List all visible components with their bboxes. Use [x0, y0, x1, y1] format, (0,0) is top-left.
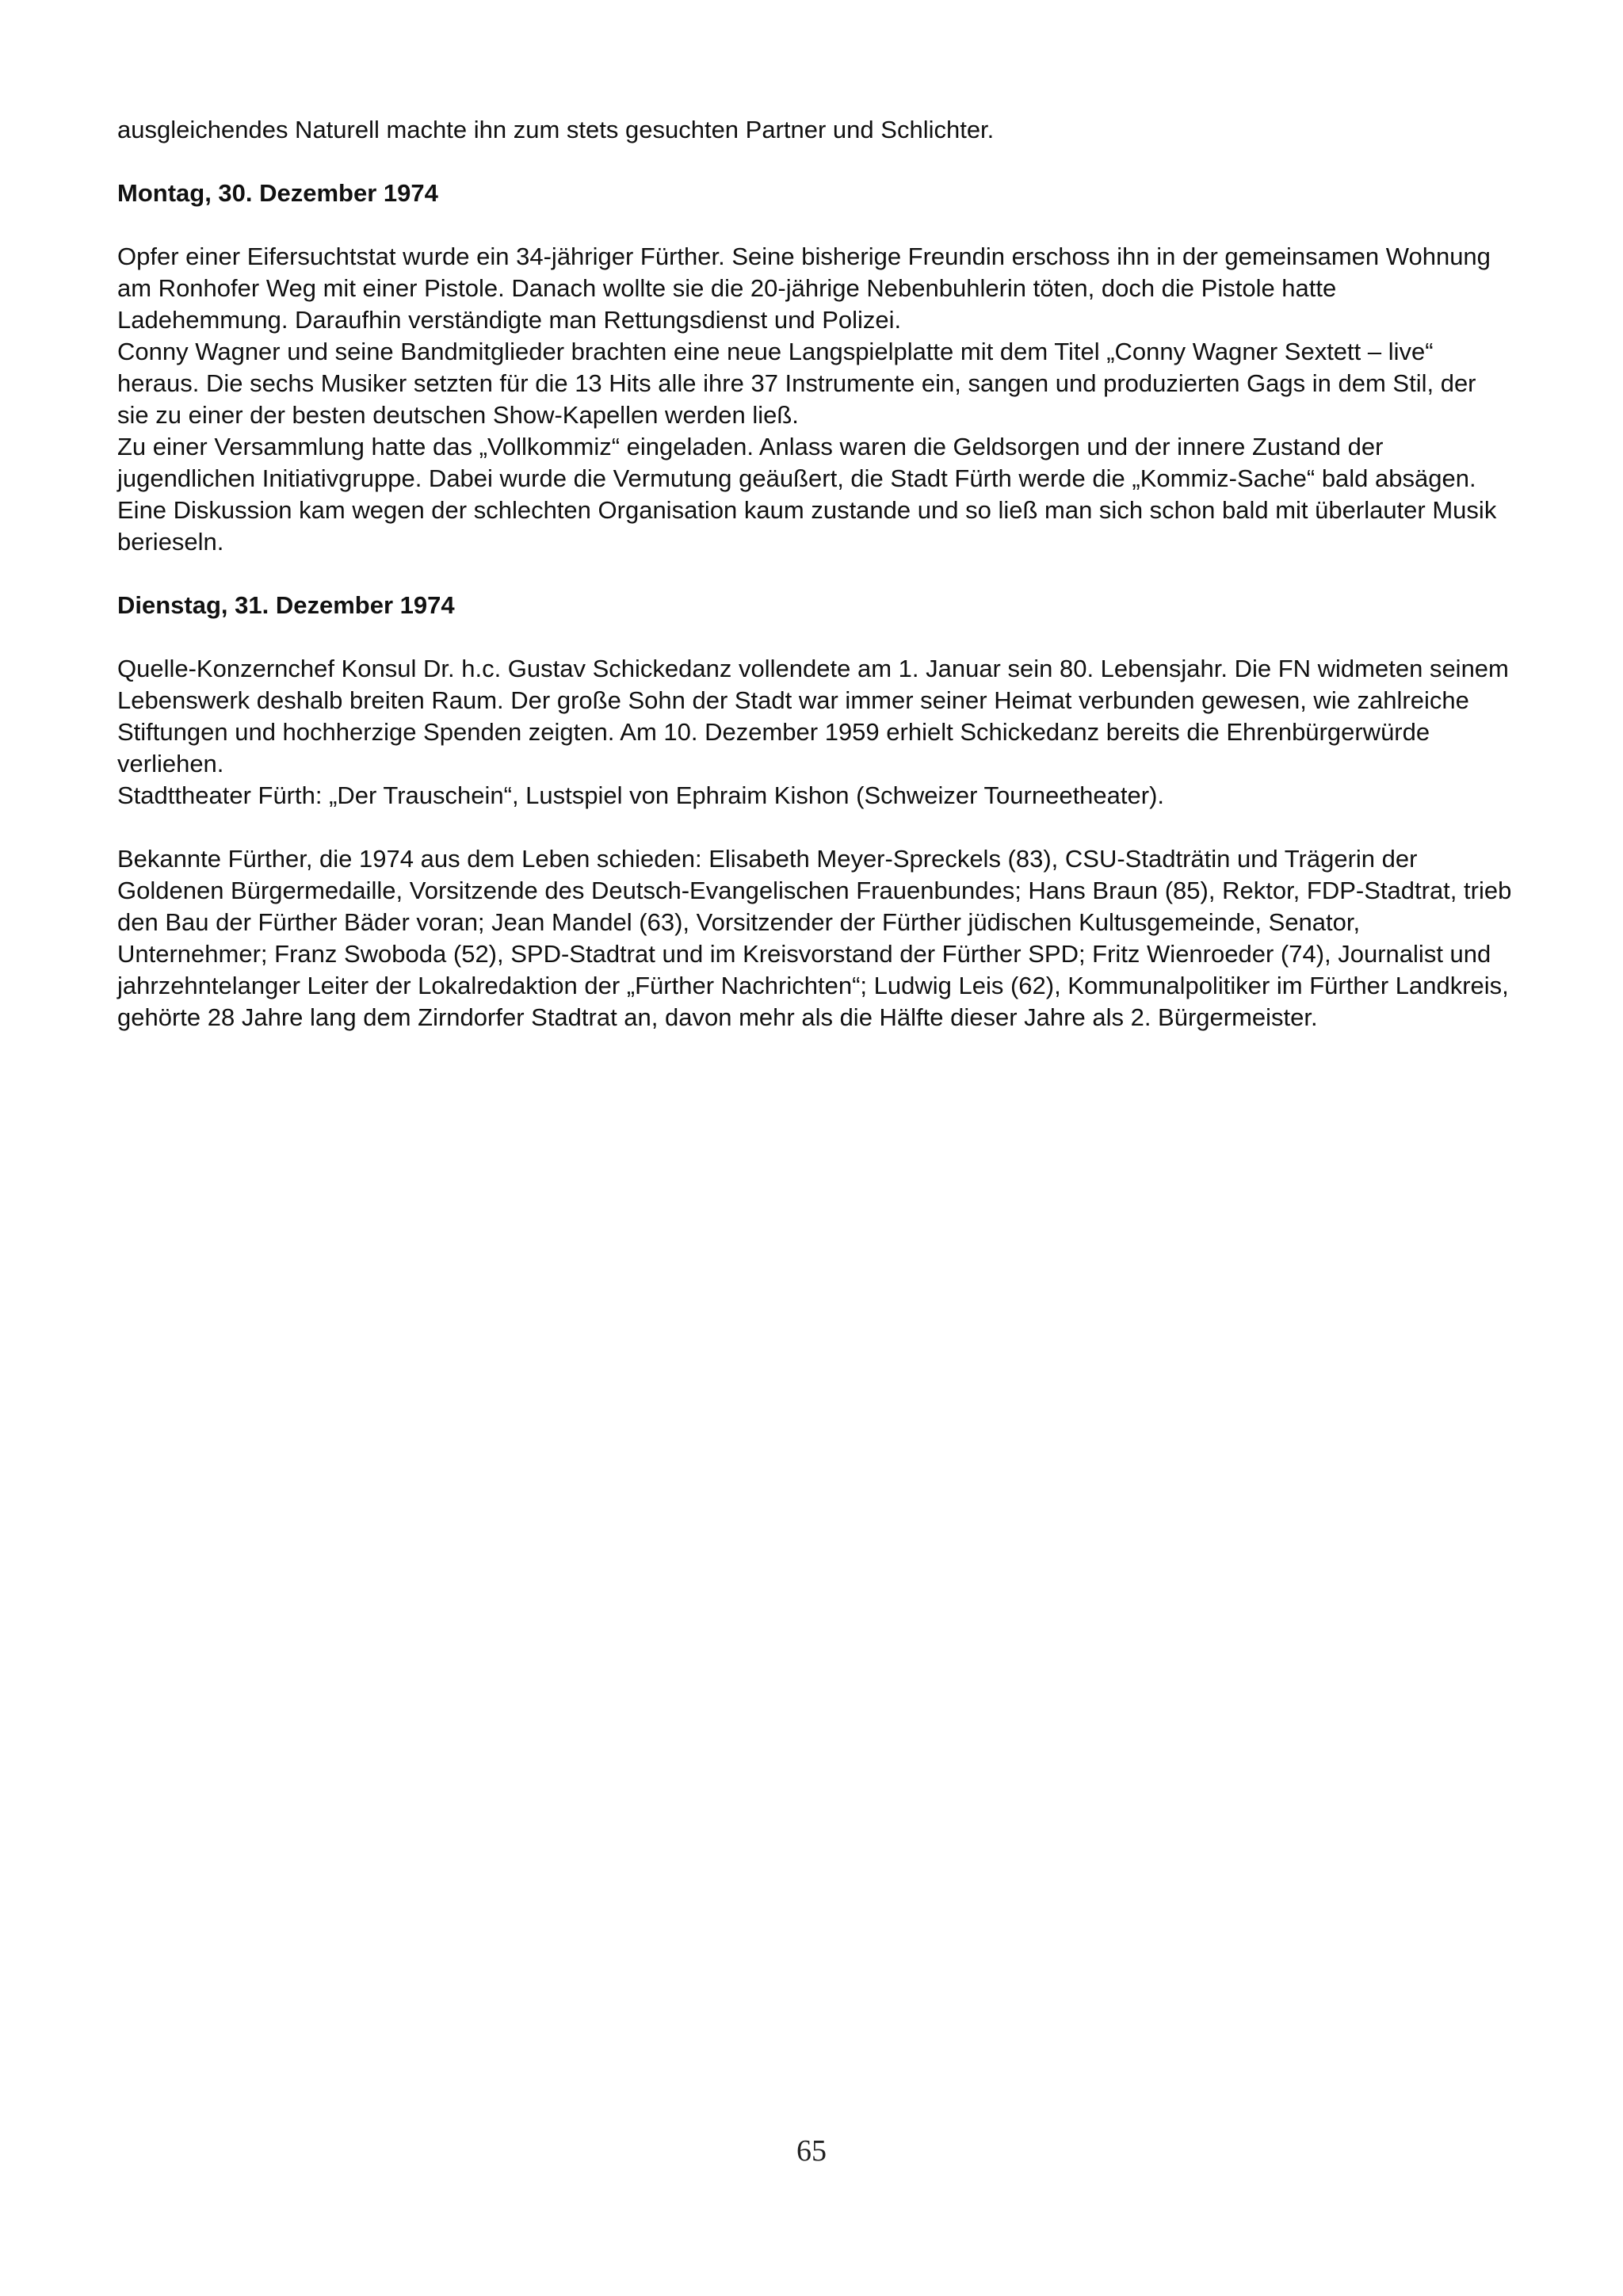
- paragraph-monday-1: Opfer einer Eifersuchtstat wurde ein 34-jähriger Fürther. Seine bisherige Freundin erschoss ihn in der gemeinsamen Wohnung am Ronhofer Weg mit einer Pistole. Danach wollte sie die 20-jährige Nebenbuhlerin töten, doch die Pistole hatte Ladehemmung. Daraufhin verständigte man Rettungsdienst und Polizei.: [117, 243, 1491, 334]
- intro-line: ausgleichendes Naturell machte ihn zum stets gesuchten Partner und Schlichter.: [117, 116, 995, 143]
- spacer: [117, 146, 1512, 178]
- spacer: [117, 621, 1512, 653]
- closing-paragraph: Bekannte Fürther, die 1974 aus dem Leben schieden: Elisabeth Meyer-Spreckels (83), CSU-Stadträtin und Trägerin der Goldenen Bürgermedaille, Vorsitzende des Deutsch-Evangelischen Frauenbundes; Hans Braun (85), Rektor, FDP-Stadtrat, trieb den Bau der Fürther Bäder voran; Jean Mandel (63), Vorsitzender der Fürther jüdischen Kultusgemeinde, Senator, Unternehmer; Franz Swoboda (52), SPD-Stadtrat und im Kreisvorstand der Fürther SPD; Fritz Wienroeder (74), Journalist und jahrzehntelanger Leiter der Lokalredaktion der „Fürther Nachrichten“; Ludwig Leis (62), Kommunalpolitiker im Fürther Landkreis, gehörte 28 Jahre lang dem Zirndorfer Stadtrat an, davon mehr als die Hälfte dieser Jahre als 2. Bürgermeister.: [117, 845, 1512, 1031]
- section-heading-tuesday: Dienstag, 31. Dezember 1974: [117, 591, 455, 619]
- page-number: 65: [796, 2134, 827, 2168]
- paragraph-monday-2: Conny Wagner und seine Bandmitglieder brachten eine neue Langspielplatte mit dem Titel „Conny Wagner Sextett – live“ heraus. Die sechs Musiker setzten für die 13 Hits alle ihre 37 Instrumente ein, sangen und produzierten Gags in dem Stil, der sie zu einer der besten deutschen Show-Kapellen werden ließ.: [117, 338, 1476, 429]
- spacer: [117, 209, 1512, 241]
- paragraph-monday-3: Zu einer Versammlung hatte das „Vollkommiz“ eingeladen. Anlass waren die Geldsorgen und der innere Zustand der jugendlichen Initiativgruppe. Dabei wurde die Vermutung geäußert, die Stadt Fürth werde die „Kommiz-Sache“ bald absägen. Eine Diskussion kam wegen der schlechten Organisation kaum zustande und so ließ man sich schon bald mit überlauter Musik berieseln.: [117, 433, 1497, 556]
- paragraph-tuesday-2: Stadttheater Fürth: „Der Trauschein“, Lustspiel von Ephraim Kishon (Schweizer Tourneetheater).: [117, 781, 1165, 809]
- spacer: [117, 558, 1512, 590]
- paragraph-tuesday-1: Quelle-Konzernchef Konsul Dr. h.c. Gustav Schickedanz vollendete am 1. Januar sein 80. Lebensjahr. Die FN widmeten seinem Lebenswerk deshalb breiten Raum. Der große Sohn der Stadt war immer seiner Heimat verbunden gewesen, wie zahlreiche Stiftungen und hochherzige Spenden zeigten. Am 10. Dezember 1959 erhielt Schickedanz bereits die Ehrenbürgerwürde verliehen.: [117, 655, 1509, 777]
- spacer: [117, 812, 1512, 843]
- page-content: [117, 114, 1512, 1033]
- section-heading-monday: Montag, 30. Dezember 1974: [117, 179, 438, 207]
